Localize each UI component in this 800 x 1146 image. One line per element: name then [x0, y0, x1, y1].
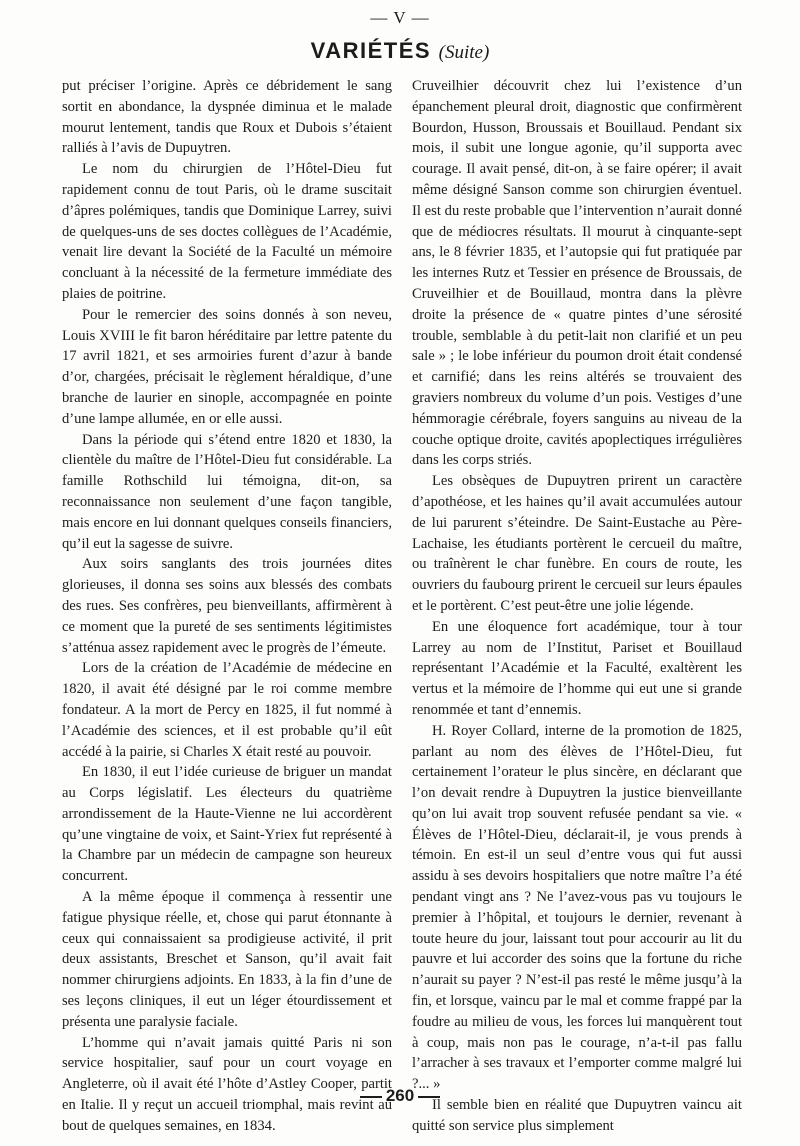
paragraph: Cruveilhier découvrit chez lui l’existence d’un épanchement pleural droit, diagnostic que confirmèrent Bourdon, Husson, Broussais et Bouillaud. Pendant six mois, il subit une longue agonie, qu’il supporta avec courage. Il avait pensé, dit-on, à se faire opérer; il avait même désigné Sanson comme son chirurgien éventuel. Il est du reste probable que l’intervention n’aurait donné que de médiocres résultats. Il mourut à cinquante-sept ans, le 8 février 1835, et l’autopsie qui fut pratiquée par les internes Rutz et Tessier en présence de Broussais, de Cruveilhier et de Bouillaud, montra dans la plèvre droite la présence de « quatre pintes d’une sérosité trouble, semblable à du petit-lait non clarifié et un peu sale » ; le lobe inférieur du poumon droit était condensé et carnifié; dans les reins altérés se trouvaient des graviers nombreux du volume d’un pois. Vestiges d’une hémmoragie cérébrale, foyers sanguins au niveau de la couche optique droite, cavités apoplectiques irrégulières dans les corps striés. — [412, 78, 742, 469]
footer-dash-left — [360, 1096, 382, 1098]
footer-dash-right — [418, 1096, 440, 1098]
right-column — [412, 76, 742, 1137]
paragraph: A la même époque il commença à ressentir une fatigue physique réelle, et, chose qui parut étonnante à ceux qui connaissaient sa prodigieuse activité, il prit deux assistants, Breschet et Sanson, qu’il avait fait nommer chirurgiens adjoints. En 1833, à la fin d’une de ses leçons cliniques, il eut un léger étourdissement et présenta une paralysie faciale. — [62, 889, 392, 1030]
section-title — [0, 38, 800, 64]
paragraph: Les obsèques de Dupuytren prirent un caractère d’apothéose, et les haines qu’il avait accumulées autour de lui parurent s’éteindre. De Saint-Eustache au Père-Lachaise, les étudiants portèrent le cercueil du maître, ou traînèrent le char funèbre. En cours de route, les ouvriers du faubourg prirent le cercueil sur leurs épaules et le portèrent. C’est peut-être une jolie légende. — [412, 473, 742, 614]
paragraph: Aux soirs sanglants des trois journées dites glorieuses, il donna ses soins aux blessés des combats des rues. Ses confrères, peu bienveillants, affirmèrent à ce moment que la pureté de ses sentiments légitimistes s’atténua assez rapidement avec le progrès de l’émeute. — [62, 556, 392, 656]
paragraph: Il semble bien en réalité que Dupuytren vaincu ait quitté son service plus simplement — [412, 1097, 742, 1134]
paragraph: Lors de la création de l’Académie de médecine en 1820, il avait été désigné par le roi comme membre fondateur. A la mort de Percy en 1825, il fut nommé à l’Académie des sciences, et il est probable qu’il eût accédé à la pairie, si Charles X était resté au pouvoir. — [62, 660, 392, 760]
page-number: 260 — [385, 1086, 415, 1105]
paragraph: Dans la période qui s’étend entre 1820 et 1830, la clientèle du maître de l’Hôtel-Dieu fut considérable. La famille Rothschild lui témoigna, dit-on, sa reconnaissance non seulement d’une façon tangible, mais encore en lui donnant quelques conseils financiers, qu’il eut la sagesse de suivre. — [62, 431, 392, 552]
title-text: VARIÉTÉS — [310, 38, 432, 63]
paragraph: En une éloquence fort académique, tour à tour Larrey au nom de l’Institut, Pariset et Bouillaud représentant l’Académie et la Faculté, exaltèrent les vertus et la mémoire de l’homme qui eut une si grande renommée et tant d’ennemis. — [412, 618, 742, 718]
left-column — [62, 76, 392, 1137]
paragraph: put préciser l’origine. Après ce débridement le sang sortit en abondance, la dyspnée diminua et le malade mourut lentement, tandis que Roux et Dubois s’étaient ralliés à l’avis de Dupuytren. — [62, 78, 392, 157]
paragraph: Pour le remercier des soins donnés à son neveu, Louis XVIII le fit baron héréditaire par lettre patente du 17 avril 1821, et ses armoiries furent d’azur à bande d’or, chargées, précisait le règlement héraldique, d’une branche de laurier en sinople, accompagnée en pointe d’une lampe allumée, en or elle aussi. — [62, 306, 392, 427]
title-suffix: (Suite) — [438, 42, 490, 63]
paragraph: L’homme qui n’avait jamais quitté Paris ni son service hospitalier, sauf pour un court voyage en Angleterre, où il avait été l’hôte d’Astley Cooper, partit en Italie. Il y reçut un accueil triomphal, mais revint au bout de quelques semaines, en 1834. — [62, 1034, 392, 1134]
page-footer — [0, 1086, 800, 1106]
section-number: — V — — [370, 8, 430, 27]
paragraph: H. Royer Collard, interne de la promotion de 1825, parlant au nom des élèves de l’Hôtel-Dieu, fut certainement l’orateur le plus sincère, en déclarant que l’on devait rendre à Dupuytren la justice bienveillante qu’on lui avait trop souvent refusée pendant sa vie. « Élèves de l’Hôtel-Dieu, déclarait-il, je vous prends à témoin. En est-il un seul d’entre vous qui fut aussi assidu à ses devoirs hospitaliers que notre maître l’a été pendant vingt ans ? Ne l’avez-vous pas vu toujours le premier à l’hôpital, et toujours le dernier, revenant à toute heure du jour, laissant tout pour accourir au lit du pauvre et lui accorder des soins que la fortune du riche n’aurait su payer ? N’est-il pas resté le même jusqu’à la fin, et lorsque, vaincu par le mal et comme frappé par la foudre au milieu de vous, les forces lui manquèrent tout à coup, mais non pas le courage, n’a-t-il pas fallu l’arracher à ses travaux et l’emporter comme malgré lui ?... » — [412, 722, 742, 1093]
paragraph: Le nom du chirurgien de l’Hôtel-Dieu fut rapidement connu de tout Paris, où le drame suscitait d’âpres polémiques, tandis que Dominique Larrey, suivi de quelques-uns de ses doctes collègues de l’Académie, venait lire devant la Société de la Faculté un mémoire concluant à la nécessité de la fermeture immédiate des plaies de poitrine. — [62, 161, 392, 302]
paragraph: En 1830, il eut l’idée curieuse de briguer un mandat au Corps législatif. Les électeurs du quatrième arrondissement de la Haute-Vienne ne lui accordèrent qu’une vingtaine de voix, et Saint-Yriex fut représenté à la Chambre par un médecin de campagne son heureux concurrent. — [62, 764, 392, 885]
